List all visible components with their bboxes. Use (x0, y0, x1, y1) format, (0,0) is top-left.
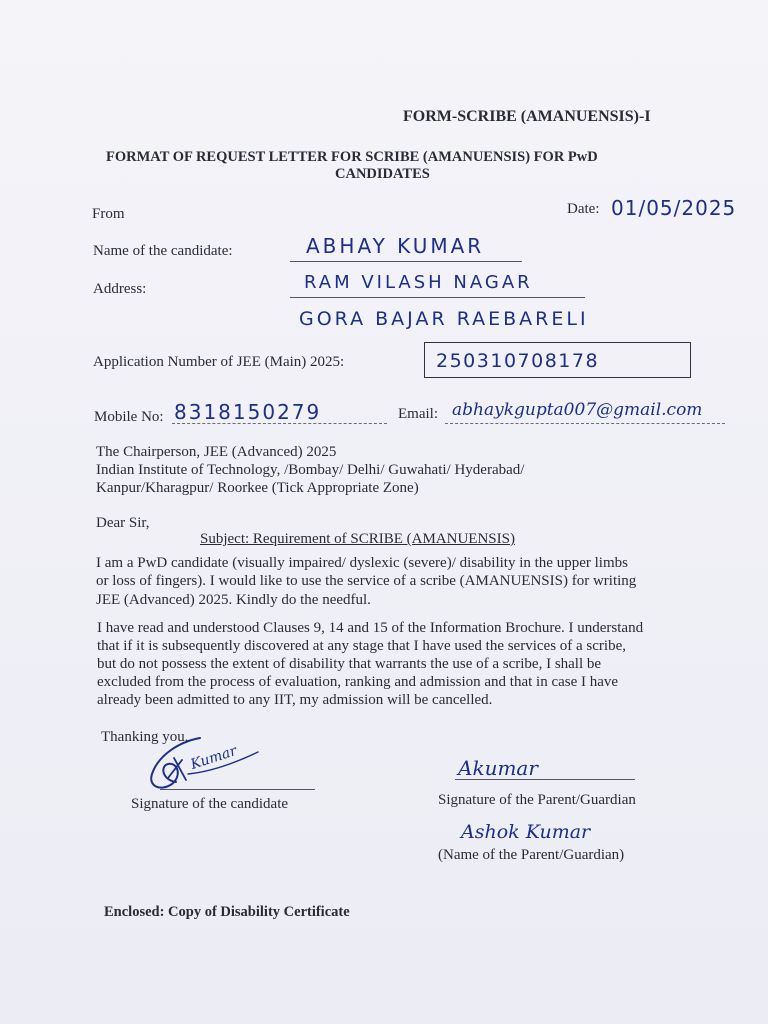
address-underline-1 (290, 297, 585, 298)
parent-name-label: (Name of the Parent/Guardian) (438, 847, 625, 863)
mobile-underline (172, 423, 387, 424)
recipient-line-2: Indian Institute of Technology, /Bombay/ Delhi/ Guwahati/ Hyderabad/ (96, 462, 525, 478)
recipient-line-1: The Chairperson, JEE (Advanced) 2025 (96, 444, 337, 460)
date-label: Date: (567, 201, 600, 217)
candidate-signature-text: Kumar (188, 743, 239, 773)
application-label: Application Number of JEE (Main) 2025: (93, 354, 345, 370)
address-line-1: RAM VILASH NAGAR (304, 272, 533, 293)
address-line-2: GORA BAJAR RAEBARELI (299, 308, 589, 330)
mobile-value: 8318150279 (174, 400, 322, 424)
candidate-signature-label: Signature of the candidate (131, 796, 289, 812)
name-underline (290, 261, 522, 262)
address-label: Address: (93, 281, 147, 297)
email-label: Email: (398, 406, 438, 422)
from-label: From (92, 206, 125, 222)
parent-signature-label: Signature of the Parent/Guardian (438, 792, 636, 808)
parent-name-value: Ashok Kumar (461, 821, 591, 843)
email-underline (445, 423, 725, 424)
application-number-value: 250310708178 (436, 350, 600, 372)
para-1-line-1: I am a PwD candidate (visually impaired/ dyslexic (severe)/ disability in the upper limbs (96, 555, 628, 571)
parent-signature-line (455, 779, 635, 780)
candidate-signature-line (160, 789, 315, 790)
email-value: abhaykgupta007@gmail.com (452, 400, 703, 420)
para-2-line-1: I have read and understood Clauses 9, 14 and 15 of the Information Brochure. I understand (97, 620, 644, 636)
heading-line-1: FORMAT OF REQUEST LETTER FOR SCRIBE (AMANUENSIS) FOR PwD (106, 149, 598, 165)
salutation: Dear Sir, (96, 515, 150, 531)
parent-signature-text: Akumar (458, 756, 538, 780)
closing: Thanking you, (101, 729, 189, 745)
form-title: FORM-SCRIBE (AMANUENSIS)-I (403, 108, 651, 125)
para-1-line-2: or loss of fingers). I would like to use the service of a scribe (AMANUENSIS) for writing (96, 573, 637, 589)
para-2-line-2: that if it is subsequently discovered at any stage that I have used the services of a scribe, (97, 638, 626, 654)
para-2-line-4: excluded from the process of evaluation, ranking and admission and that in case I have (97, 674, 619, 690)
name-value: ABHAY KUMAR (306, 234, 485, 258)
date-value: 01/05/2025 (611, 196, 737, 220)
heading-line-2: CANDIDATES (335, 166, 430, 182)
subject-line: Subject: Requirement of SCRIBE (AMANUENSIS) (200, 531, 515, 547)
para-1-line-3: JEE (Advanced) 2025. Kindly do the needful. (96, 592, 371, 608)
name-label: Name of the candidate: (93, 243, 233, 259)
para-2-line-5: already been admitted to any IIT, my admission will be cancelled. (97, 692, 493, 708)
enclosure-note: Enclosed: Copy of Disability Certificate (104, 904, 350, 920)
mobile-label: Mobile No: (94, 409, 164, 425)
para-2-line-3: but do not possess the extent of disability that warrants the use of a scribe, I shall be (97, 656, 602, 672)
recipient-line-3: Kanpur/Kharagpur/ Roorkee (Tick Appropriate Zone) (96, 480, 419, 496)
